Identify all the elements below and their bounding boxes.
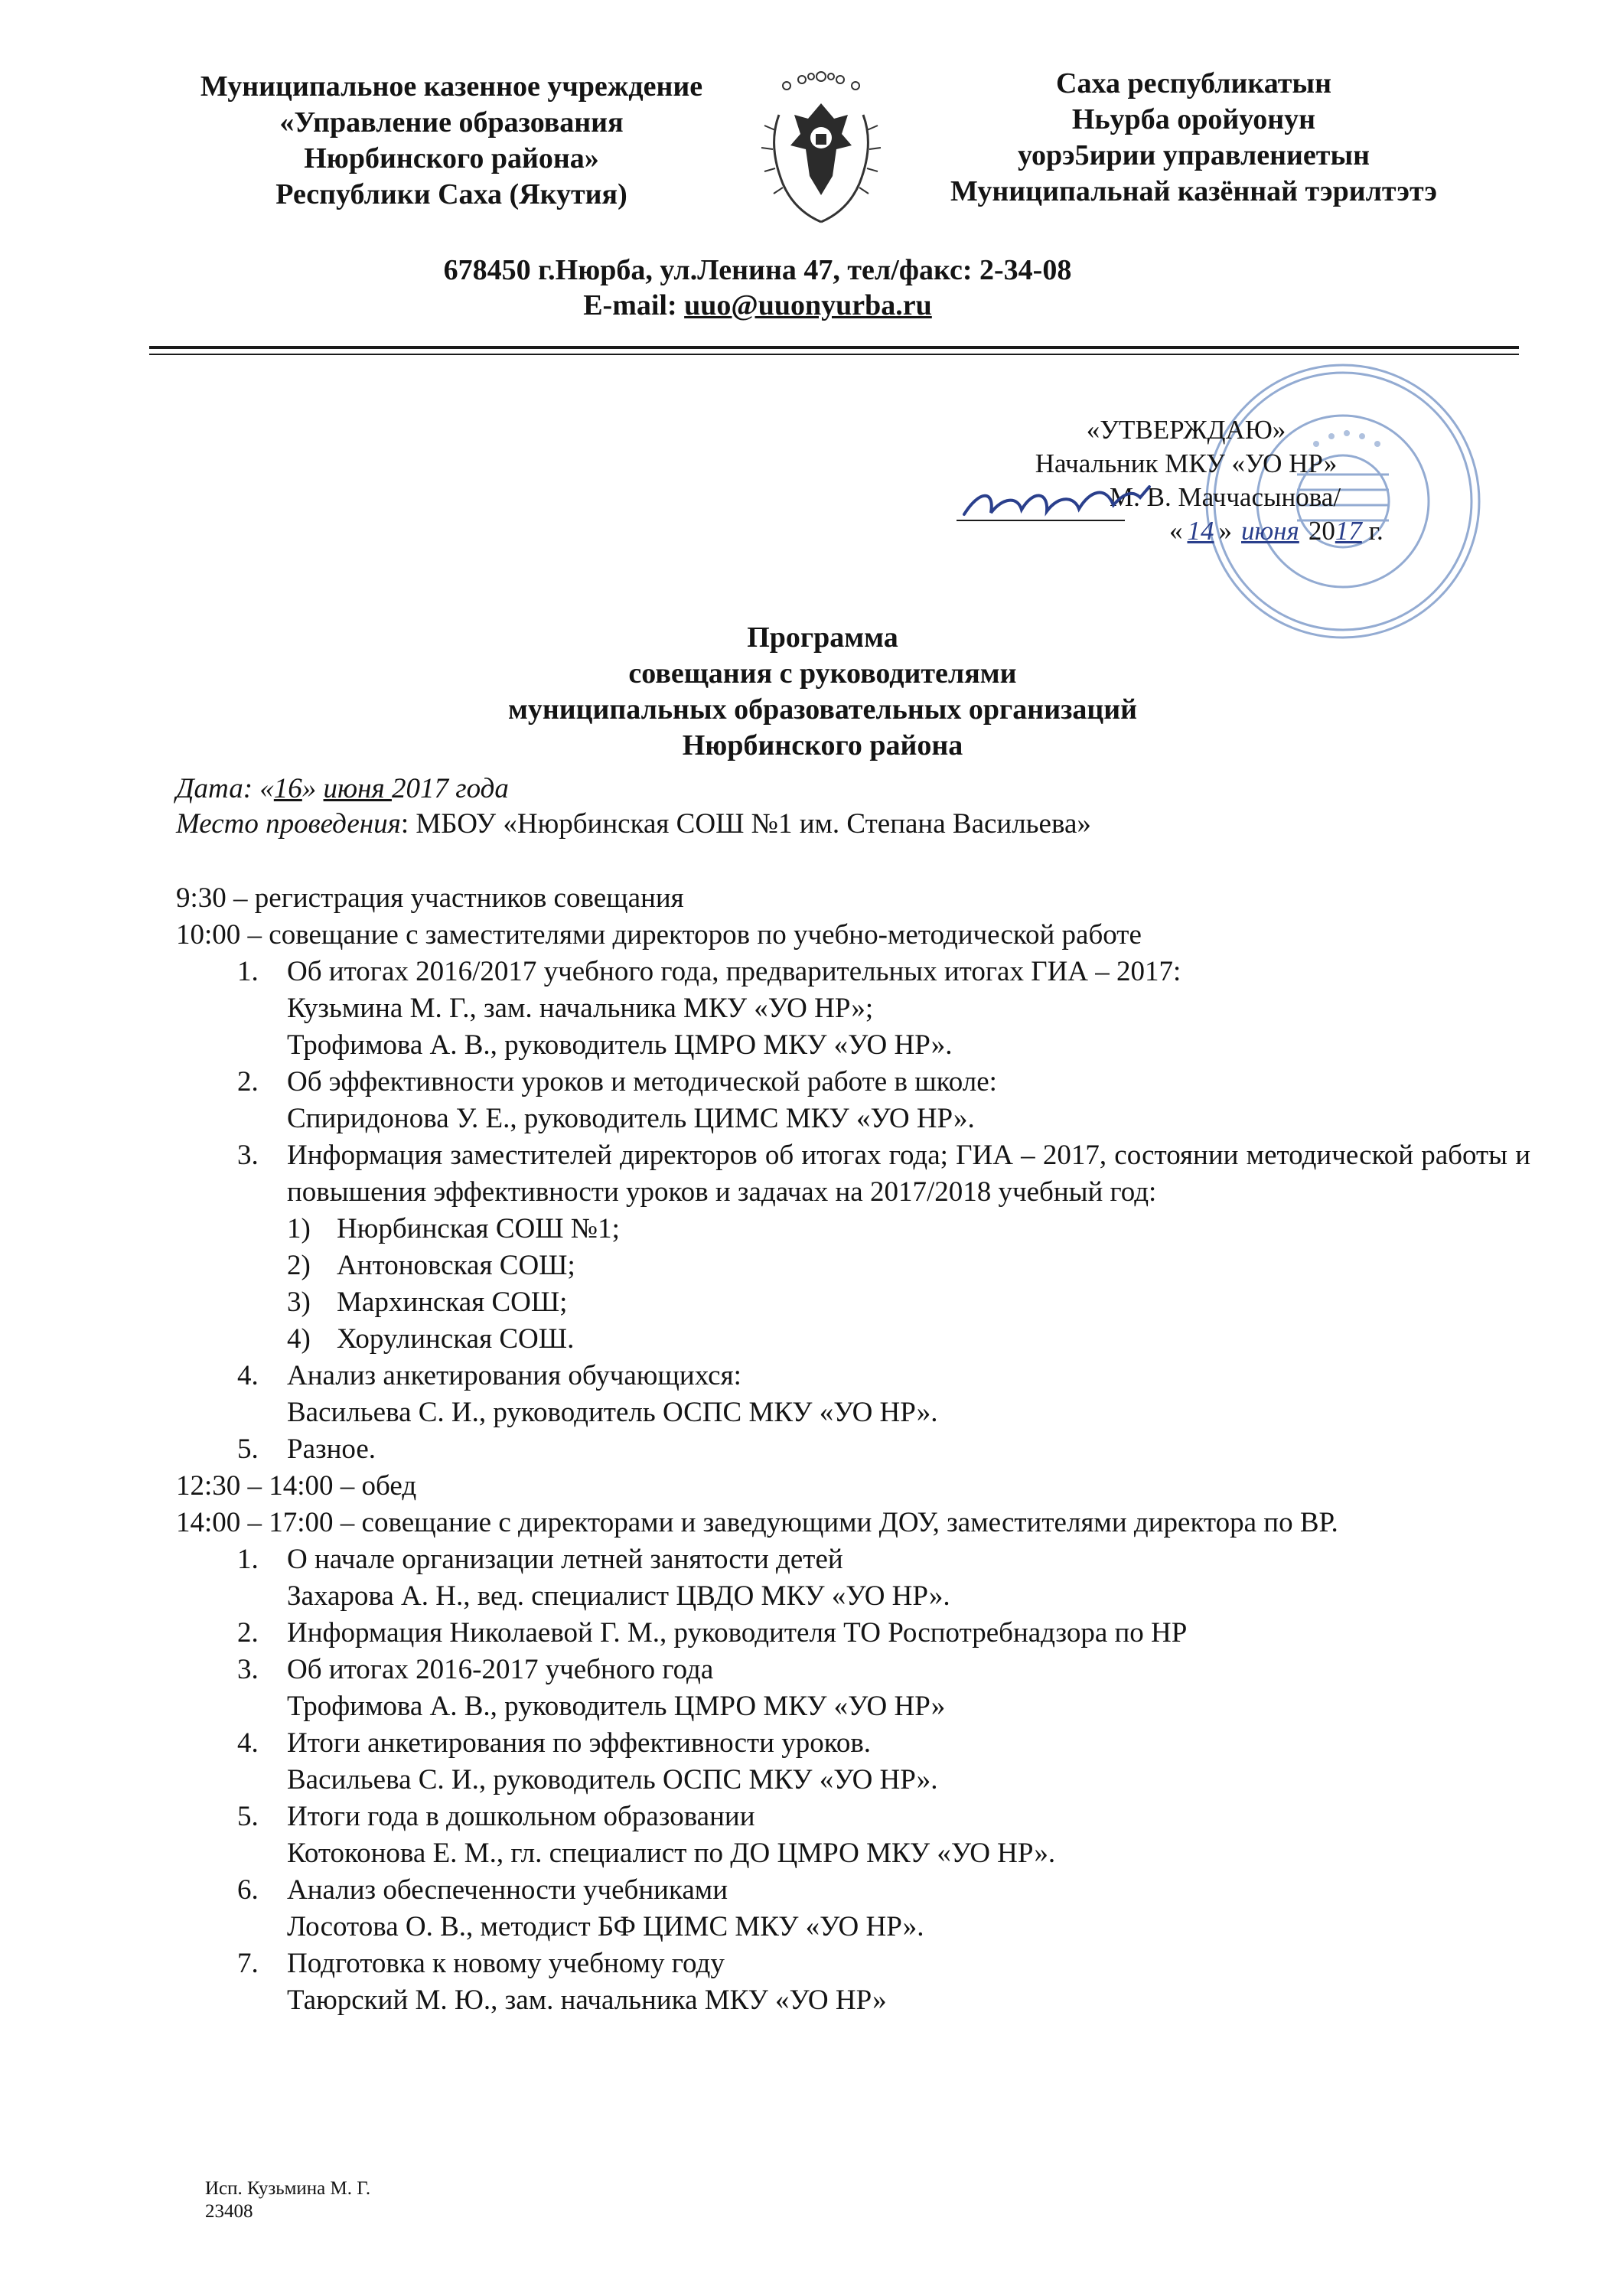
agenda-item bbox=[176, 1541, 1530, 1615]
school-name: Мархинская СОШ; bbox=[337, 1287, 568, 1318]
item-speaker: Васильева С. И., руководитель ОСПС МКУ «УО НР». bbox=[287, 1764, 938, 1795]
item-number: 1. bbox=[237, 956, 259, 987]
coat-of-arms-icon bbox=[748, 61, 894, 237]
meeting-day: 16 bbox=[273, 773, 302, 804]
approval-position: Начальник МКУ «УО НР» bbox=[1035, 448, 1338, 478]
agenda-item bbox=[176, 1358, 1530, 1431]
agenda-item bbox=[176, 1137, 1530, 1211]
item-number: 6. bbox=[237, 1874, 259, 1906]
header-divider bbox=[149, 354, 1519, 355]
agenda-item bbox=[176, 1945, 1530, 2019]
item-speaker: Трофимова А. В., руководитель ЦМРО МКУ «УО НР». bbox=[287, 1029, 953, 1061]
item-speaker: Спиридонова У. Е., руководитель ЦИМС МКУ «УО НР». bbox=[287, 1103, 975, 1134]
header-right-line: уорэ5ирии управлениетын bbox=[1017, 139, 1370, 171]
school-name: Нюрбинская СОШ №1; bbox=[337, 1213, 620, 1244]
item-speaker: Котоконова Е. М., гл. специалист по ДО ЦМРО МКУ «УО НР». bbox=[287, 1838, 1056, 1869]
place-value: : МБОУ «Нюрбинская СОШ №1 им. Степана Васильева» bbox=[400, 808, 1091, 840]
email-label: E-mail: bbox=[583, 289, 685, 321]
title-line: совещания с руководителями bbox=[628, 657, 1017, 690]
agenda-item bbox=[176, 1431, 1530, 1468]
item-speaker: Кузьмина М. Г., зам. начальника МКУ «УО НР»; bbox=[287, 993, 874, 1024]
approval-title: «УТВЕРЖДАЮ» bbox=[1086, 415, 1286, 445]
school-item bbox=[176, 1247, 1530, 1284]
program-body bbox=[176, 880, 1530, 2019]
school-number: 4) bbox=[287, 1323, 311, 1355]
approval-day: 14 bbox=[1187, 516, 1214, 546]
item-text: Итоги года в дошкольном образовании bbox=[287, 1801, 755, 1832]
item-text: О начале организации летней занятости детей bbox=[287, 1544, 843, 1575]
item-number: 4. bbox=[237, 1727, 259, 1759]
item-speaker: Захарова А. Н., вед. специалист ЦВДО МКУ «УО НР». bbox=[287, 1580, 950, 1612]
item-text: Итоги анкетирования по эффективности уроков. bbox=[287, 1727, 872, 1759]
item-number: 2. bbox=[237, 1066, 259, 1097]
date-label: Дата: bbox=[176, 773, 253, 804]
item-text: Об итогах 2016/2017 учебного года, предварительных итогах ГИА – 2017: bbox=[287, 956, 1181, 987]
item-number: 3. bbox=[237, 1140, 259, 1171]
agenda-item bbox=[176, 1725, 1530, 1799]
item-number: 1. bbox=[237, 1544, 259, 1575]
item-number: 7. bbox=[237, 1948, 259, 1979]
approval-year: 17 bbox=[1335, 516, 1362, 546]
date-quote-open: « bbox=[1169, 516, 1183, 546]
school-item bbox=[176, 1321, 1530, 1358]
registration-line: 9:30 – регистрация участников совещания bbox=[176, 882, 684, 914]
date-quote-open: « bbox=[253, 773, 274, 804]
executor-footer bbox=[205, 2177, 370, 2223]
header-left-line: Республики Саха (Якутия) bbox=[275, 178, 627, 210]
executor-name: Исп. Кузьмина М. Г. bbox=[205, 2178, 371, 2199]
agenda-item bbox=[176, 1799, 1530, 1872]
agenda-item bbox=[176, 1064, 1530, 1137]
item-speaker: Таюрский М. Ю., зам. начальника МКУ «УО НР» bbox=[287, 1985, 887, 2016]
session-heading: 10:00 – совещание с заместителями директоров по учебно-методической работе bbox=[176, 919, 1142, 951]
school-number: 1) bbox=[287, 1213, 311, 1244]
item-text: Об итогах 2016-2017 учебного года bbox=[287, 1654, 714, 1685]
title-line: Программа bbox=[747, 621, 898, 654]
item-speaker: Трофимова А. В., руководитель ЦМРО МКУ «УО НР» bbox=[287, 1691, 946, 1722]
item-number: 3. bbox=[237, 1654, 259, 1685]
meeting-year: 2017 года bbox=[391, 773, 509, 804]
header-left-line: «Управление образования bbox=[279, 106, 624, 139]
agenda-item bbox=[176, 1652, 1530, 1725]
header-right-line: Саха республикатын bbox=[1056, 67, 1331, 99]
title-line: муниципальных образовательных организаций bbox=[507, 693, 1138, 726]
item-text: Информация заместителей директоров об итогах года; ГИА – 2017, состоянии методической работы и повышения эффективности уроков и задачах на 2017/2018 учебный год: bbox=[287, 1140, 1530, 1208]
item-number: 4. bbox=[237, 1360, 259, 1391]
date-quote-close: » bbox=[301, 773, 324, 804]
header-right-line: Муниципальнай казённай тэрилтэтэ bbox=[950, 175, 1437, 207]
approver-name: М. В. Маччасынова/ bbox=[1110, 482, 1341, 512]
email-line bbox=[153, 288, 1362, 323]
place-label: Место проведения bbox=[176, 808, 401, 840]
agenda-item bbox=[176, 1615, 1530, 1652]
header-left-line: Нюрбинского района» bbox=[304, 142, 599, 174]
address-block bbox=[153, 253, 1610, 323]
signature-icon bbox=[949, 475, 1224, 536]
meeting-place bbox=[176, 807, 1523, 842]
item-text: Информация Николаевой Г. М., руководителя ТО Роспотребнадзора по НР bbox=[287, 1617, 1188, 1649]
date-quote-close: » bbox=[1218, 516, 1232, 546]
approval-year-suffix: г. bbox=[1361, 516, 1383, 546]
address-line: 678450 г.Нюрба, ул.Ленина 47, тел/факс: 2-34-08 bbox=[443, 254, 1072, 286]
meeting-meta bbox=[176, 771, 1523, 842]
item-number: 2. bbox=[237, 1617, 259, 1649]
school-number: 3) bbox=[287, 1287, 311, 1318]
item-speaker: Васильева С. И., руководитель ОСПС МКУ «УО НР». bbox=[287, 1397, 938, 1428]
school-number: 2) bbox=[287, 1250, 311, 1281]
item-text: Анализ анкетирования обучающихся: bbox=[287, 1360, 741, 1391]
header-right-line: Ньурба оройуонун bbox=[1071, 103, 1316, 135]
header-right-block bbox=[888, 66, 1500, 210]
school-name: Антоновская СОШ; bbox=[337, 1250, 575, 1281]
header-divider bbox=[149, 346, 1519, 349]
meeting-month: июня bbox=[323, 773, 392, 804]
title-line: Нюрбинского района bbox=[682, 729, 963, 762]
lunch-line: 12:30 – 14:00 – обед bbox=[176, 1470, 417, 1502]
school-item bbox=[176, 1211, 1530, 1247]
school-item bbox=[176, 1284, 1530, 1321]
school-name: Хорулинская СОШ. bbox=[337, 1323, 575, 1355]
item-number: 5. bbox=[237, 1801, 259, 1832]
session-heading: 14:00 – 17:00 – совещание с директорами и заведующими ДОУ, заместителями директора по ВР. bbox=[176, 1507, 1338, 1538]
item-speaker: Лосотова О. В., методист БФ ЦИМС МКУ «УО НР». bbox=[287, 1911, 924, 1942]
executor-phone: 23408 bbox=[205, 2201, 253, 2222]
email-link[interactable]: uuo@uuonyurba.ru bbox=[684, 289, 932, 321]
item-text: Об эффективности уроков и методической работе в школе: bbox=[287, 1066, 997, 1097]
document-title bbox=[153, 620, 1492, 764]
item-number: 5. bbox=[237, 1433, 259, 1465]
agenda-item bbox=[176, 1872, 1530, 1945]
item-text: Подготовка к новому учебному году bbox=[287, 1948, 725, 1979]
agenda-item bbox=[176, 954, 1530, 1064]
item-text: Анализ обеспеченности учебниками bbox=[287, 1874, 728, 1906]
meeting-date bbox=[176, 771, 1523, 807]
item-text: Разное. bbox=[287, 1433, 376, 1465]
header-left-block bbox=[153, 69, 750, 213]
approval-month: июня bbox=[1241, 516, 1299, 546]
header-left-line: Муниципальное казенное учреждение bbox=[200, 70, 703, 103]
approval-year-prefix: 20 bbox=[1308, 516, 1335, 546]
